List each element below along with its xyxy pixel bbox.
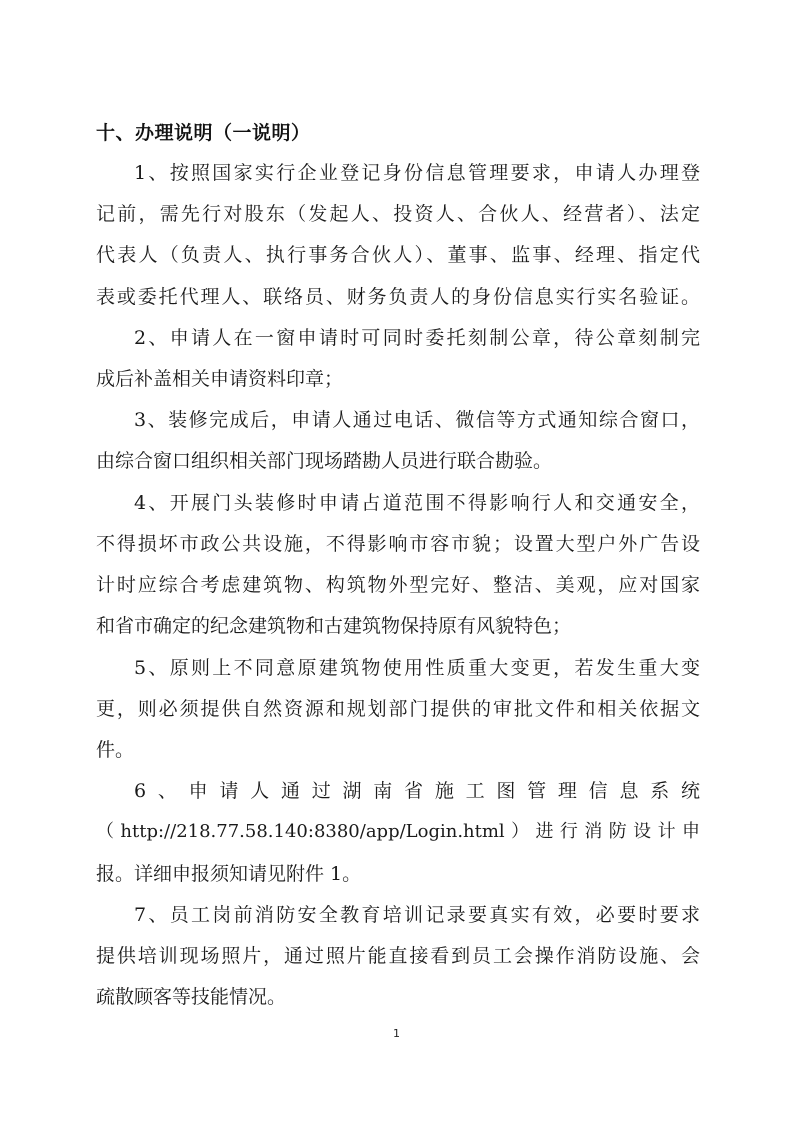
item-7-line-2: 提供培训现场照片，通过照片能直接看到员工会操作消防设施、会: [96, 945, 700, 967]
item-6-line-3: 报。详细申报须知请见附件 1。: [96, 863, 362, 885]
item-7-line-1: 7、员工岗前消防安全教育培训记录要真实有效，必要时要求: [134, 904, 700, 926]
item-1-line-4: 表或委托代理人、联络员、财务负责人的身份信息实行实名验证。: [96, 286, 700, 308]
item-5-line-2: 更，则必须提供自然资源和规划部门提供的审批文件和相关依据文: [96, 698, 700, 720]
item-1-line-3: 代表人（负责人、执行事务合伙人）、董事、监事、经理、指定代: [96, 244, 700, 266]
item-4-line-2: 不得损坏市政公共设施，不得影响市容市貌；设置大型户外广告设: [96, 533, 700, 555]
item-1-line-1: 1、按照国家实行企业登记身份信息管理要求，申请人办理登: [134, 162, 700, 184]
item-6-line-1: 6、申请人通过湖南省施工图管理信息系统: [134, 780, 700, 802]
item-6-line-2: （http://218.77.58.140:8380/app/Login.html）进行消防设计申: [96, 821, 700, 842]
item-3-line-2: 由综合窗口组织相关部门现场踏勘人员进行联合勘验。: [96, 450, 553, 472]
section-heading: 十、办理说明（一说明）: [96, 122, 311, 144]
item-5-line-1: 5、原则上不同意原建筑物使用性质重大变更，若发生重大变: [134, 657, 700, 679]
item-2-line-1: 2、申请人在一窗申请时可同时委托刻制公章，待公章刻制完: [134, 327, 700, 349]
item-2-line-2: 成后补盖相关申请资料印章；: [96, 368, 344, 390]
item-3-line-1: 3、装修完成后，申请人通过电话、微信等方式通知综合窗口，: [134, 409, 700, 431]
item-7-line-3: 疏散顾客等技能情况。: [96, 986, 287, 1008]
item-4-line-4: 和省市确定的纪念建筑物和古建筑物保持原有风貌特色；: [96, 615, 572, 637]
item-4-line-3: 计时应综合考虑建筑物、构筑物外型完好、整洁、美观，应对国家: [96, 574, 700, 596]
item-1-line-2: 记前，需先行对股东（发起人、投资人、合伙人、经营者）、法定: [96, 203, 700, 225]
item-5-line-3: 件。: [96, 739, 135, 761]
page-number: 1: [393, 1027, 400, 1040]
item-4-line-1: 4、开展门头装修时申请占道范围不得影响行人和交通安全，: [134, 492, 700, 514]
